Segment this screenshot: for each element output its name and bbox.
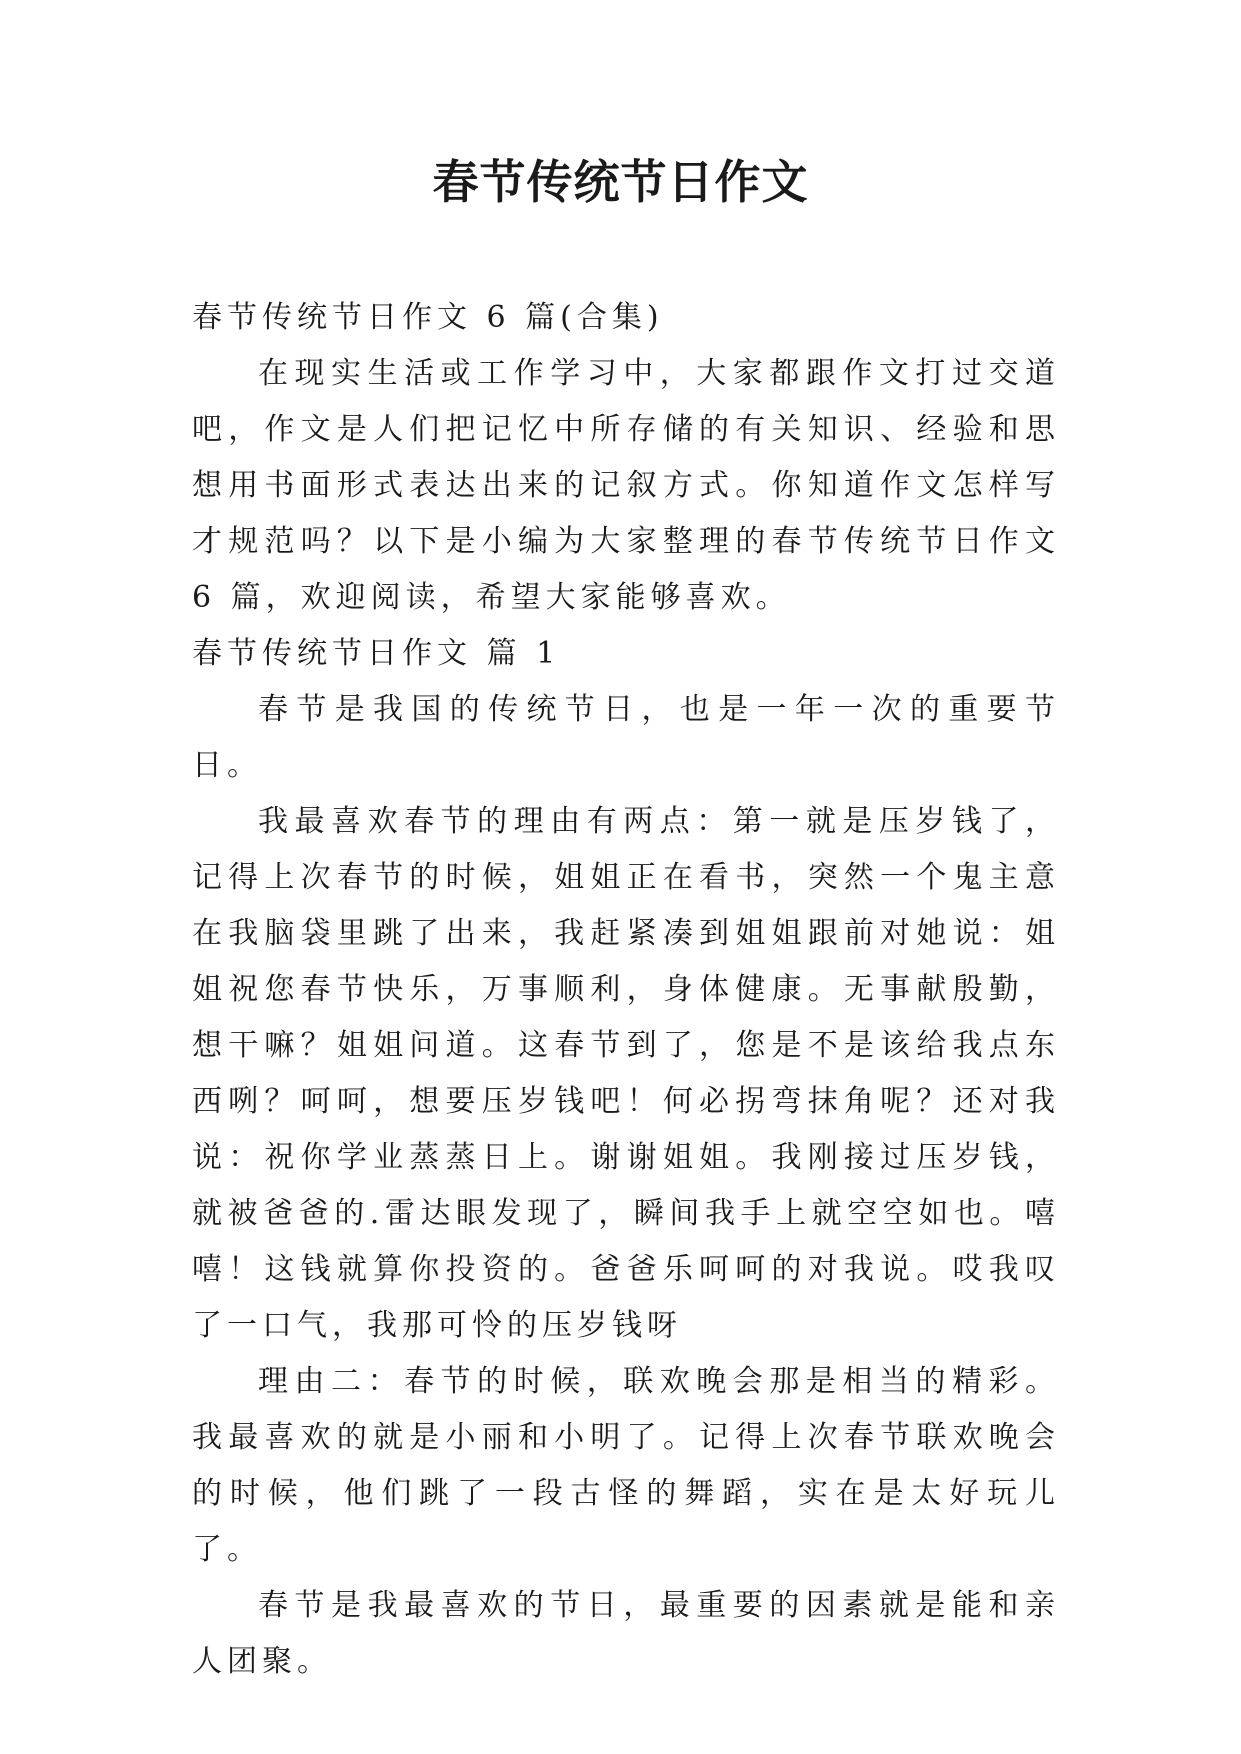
body-paragraph-3: 理由二：春节的时候，联欢晚会那是相当的精彩。我最喜欢的就是小丽和小明了。记得上次春节联欢晚会的时候，他们跳了一段古怪的舞蹈，实在是太好玩儿了。 [192, 1364, 1060, 1567]
intro-paragraph: 在现实生活或工作学习中，大家都跟作文打过交道吧，作文是人们把记忆中所存储的有关知识、经验和思想用书面形式表达出来的记叙方式。你知道作文怎样写才规范吗？以下是小编为大家整理的春节传统节日作文 6 篇，欢迎阅读，希望大家能够喜欢。 [192, 356, 1060, 615]
collection-subtitle: 春节传统节日作文 6 篇(合集) [192, 300, 664, 335]
body-paragraph-1: 春节是我国的传统节日，也是一年一次的重要节日。 [192, 692, 1060, 783]
section-heading-1: 春节传统节日作文 篇 1 [192, 636, 561, 671]
document-title: 春节传统节日作文 [432, 155, 809, 209]
body-paragraph-4: 春节是我最喜欢的节日，最重要的因素就是能和亲人团聚。 [192, 1588, 1060, 1679]
document-body [192, 290, 1060, 1690]
body-paragraph-2: 我最喜欢春节的理由有两点：第一就是压岁钱了，记得上次春节的时候，姐姐正在看书，突然一个鬼主意在我脑袋里跳了出来，我赶紧凑到姐姐跟前对她说：姐姐祝您春节快乐，万事顺利，身体健康。无事献殷勤，想干嘛？姐姐问道。这春节到了，您是不是该给我点东西咧？呵呵，想要压岁钱吧！何必拐弯抹角呢？还对我说：祝你学业蒸蒸日上。谢谢姐姐。我刚接过压岁钱，就被爸爸的.雷达眼发现了，瞬间我手上就空空如也。嘻嘻！这钱就算你投资的。爸爸乐呵呵的对我说。哎我叹了一口气，我那可怜的压岁钱呀 [192, 804, 1060, 1343]
